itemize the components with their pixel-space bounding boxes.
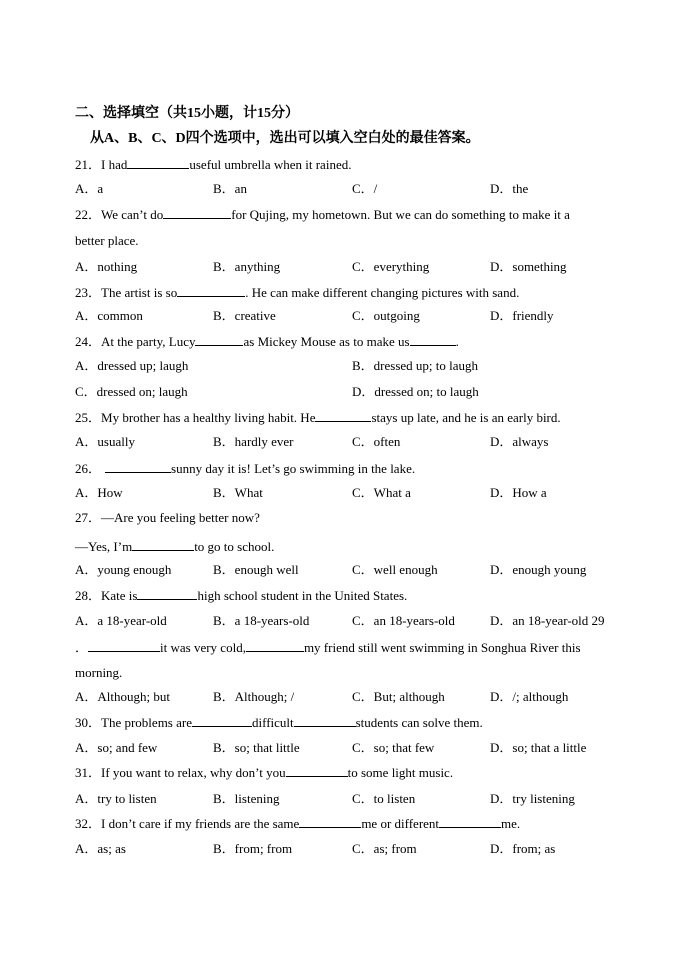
option-b: B．Although; / — [213, 689, 295, 704]
question-number: 23． — [75, 285, 102, 300]
option-c: C．everything — [352, 259, 430, 274]
option-d: D．so; that a little — [490, 740, 587, 755]
question-number: 21． — [75, 157, 102, 172]
answer-blank — [246, 639, 304, 652]
answer-blank — [127, 156, 189, 169]
answer-blank — [132, 538, 194, 551]
question-23-stem — [75, 284, 618, 301]
section-title: 二、选择填空（共15小题，计15分） — [75, 106, 299, 121]
stem-text: I don’t care if my friends are the same — [101, 816, 300, 831]
question-number: 31． — [75, 765, 102, 780]
option-c: C．so; that few — [352, 740, 435, 755]
answer-blank — [286, 764, 348, 777]
stem-text: me. — [501, 816, 521, 831]
question-number: 27． — [75, 510, 102, 525]
stem-text: for Qujing, my hometown. But we can do something to make it a — [231, 207, 570, 222]
stem-text: my friend still went swimming in Songhua River this — [303, 640, 581, 655]
option-d: D．an 18-year-old 29 — [490, 613, 605, 628]
stem-text: I had — [101, 157, 128, 172]
answer-blank — [294, 714, 356, 727]
option-d: D．the — [490, 181, 529, 196]
option-c: C．outgoing — [352, 308, 420, 323]
question-24-stem — [75, 333, 618, 350]
option-b: B．anything — [213, 259, 281, 274]
option-a: A．nothing — [75, 259, 138, 274]
stem-text: . — [455, 334, 459, 349]
stem-text: —Are you feeling better now? — [101, 510, 260, 525]
question-29-stem — [75, 639, 618, 656]
question-22-stem — [75, 206, 618, 223]
stem-text: —Yes, I’m — [75, 539, 133, 554]
stem-text: it was very cold, — [160, 640, 246, 655]
option-d: D．/; although — [490, 689, 569, 704]
option-b: B．an — [213, 181, 247, 196]
stem-text: useful umbrella when it rained. — [189, 157, 352, 172]
option-a: A．dressed up; laugh — [75, 358, 189, 373]
answer-blank — [410, 333, 456, 346]
option-b: B．enough well — [213, 562, 299, 577]
answer-blank — [105, 460, 171, 473]
option-a: A．a — [75, 181, 104, 196]
answer-blank — [195, 333, 243, 346]
option-a: A．common — [75, 308, 143, 323]
option-b: B．listening — [213, 791, 280, 806]
option-a: A．How — [75, 485, 123, 500]
question-25-stem — [75, 409, 618, 426]
option-d: D．from; as — [490, 841, 556, 856]
option-d: D．try listening — [490, 791, 575, 806]
option-d: D．friendly — [490, 308, 554, 323]
option-b: B．a 18-years-old — [213, 613, 310, 628]
stem-text: Kate is — [101, 588, 138, 603]
answer-blank — [439, 815, 501, 828]
stem-text: My brother has a healthy living habit. He — [101, 410, 316, 425]
question-number: 26． — [75, 461, 102, 476]
question-31-stem — [75, 764, 618, 781]
option-c: C．often — [352, 434, 401, 449]
answer-blank — [163, 206, 231, 219]
question-30-stem — [75, 714, 618, 731]
option-d: D．enough young — [490, 562, 587, 577]
option-b: B．hardly ever — [213, 434, 294, 449]
option-d: D．dressed on; to laugh — [352, 384, 479, 399]
section-instruction: 从A、B、C、D四个选项中，选出可以填入空白处的最佳答案。 — [90, 131, 480, 146]
question-number: 32． — [75, 816, 102, 831]
option-b: B．What — [213, 485, 263, 500]
option-a: A．so; and few — [75, 740, 158, 755]
stem-text: The problems are — [101, 715, 192, 730]
stem-text: high school student in the United States. — [197, 588, 408, 603]
stem-text: . He can make different changing pictures with sand. — [245, 285, 520, 300]
question-22-continuation: better place. — [75, 233, 139, 248]
question-26-stem — [75, 460, 618, 477]
stem-text: sunny day it is! Let’s go swimming in the lake. — [171, 461, 416, 476]
stem-text: students can solve them. — [355, 715, 483, 730]
answer-blank — [315, 409, 371, 422]
answer-blank — [88, 639, 160, 652]
question-number: 30． — [75, 715, 102, 730]
question-number: 25． — [75, 410, 102, 425]
option-c: C．as; from — [352, 841, 417, 856]
question-number: ． — [75, 640, 89, 655]
question-number: 24． — [75, 334, 102, 349]
answer-blank — [177, 284, 245, 297]
question-number: 22． — [75, 207, 102, 222]
option-a: A．Although; but — [75, 689, 170, 704]
stem-text: difficult — [251, 715, 294, 730]
stem-text: At the party, Lucy — [101, 334, 196, 349]
stem-text: as Mickey Mouse as to make us — [243, 334, 410, 349]
option-a: A．young enough — [75, 562, 172, 577]
stem-text: me or different — [361, 816, 440, 831]
option-c: C．an 18-years-old — [352, 613, 455, 628]
option-d: D．How a — [490, 485, 547, 500]
option-c: C．/ — [352, 181, 378, 196]
option-c: C．But; although — [352, 689, 445, 704]
option-c: C．What a — [352, 485, 411, 500]
option-a: A．a 18-year-old — [75, 613, 167, 628]
answer-blank — [299, 815, 361, 828]
stem-text: stays up late, and he is an early bird. — [371, 410, 561, 425]
option-b: B．creative — [213, 308, 276, 323]
option-a: A．try to listen — [75, 791, 157, 806]
question-29-continuation: morning. — [75, 665, 123, 680]
option-c: C．dressed on; laugh — [75, 384, 188, 399]
option-b: B．from; from — [213, 841, 293, 856]
option-d: D．always — [490, 434, 549, 449]
question-27-stem — [75, 510, 618, 526]
stem-text: We can’t do — [101, 207, 164, 222]
option-a: A．usually — [75, 434, 135, 449]
question-28-stem — [75, 587, 618, 604]
question-32-stem — [75, 815, 618, 832]
question-21-stem — [75, 156, 618, 173]
stem-text: to go to school. — [194, 539, 275, 554]
answer-blank — [192, 714, 252, 727]
option-d: D．something — [490, 259, 567, 274]
option-a: A．as; as — [75, 841, 126, 856]
answer-blank — [137, 587, 197, 600]
stem-text: The artist is so — [101, 285, 178, 300]
option-c: C．to listen — [352, 791, 416, 806]
stem-text: If you want to relax, why don’t you — [101, 765, 286, 780]
option-b: B．so; that little — [213, 740, 300, 755]
stem-text: to some light music. — [347, 765, 454, 780]
option-c: C．well enough — [352, 562, 438, 577]
option-b: B．dressed up; to laugh — [352, 358, 479, 373]
question-number: 28． — [75, 588, 102, 603]
question-27-reply — [75, 538, 618, 555]
